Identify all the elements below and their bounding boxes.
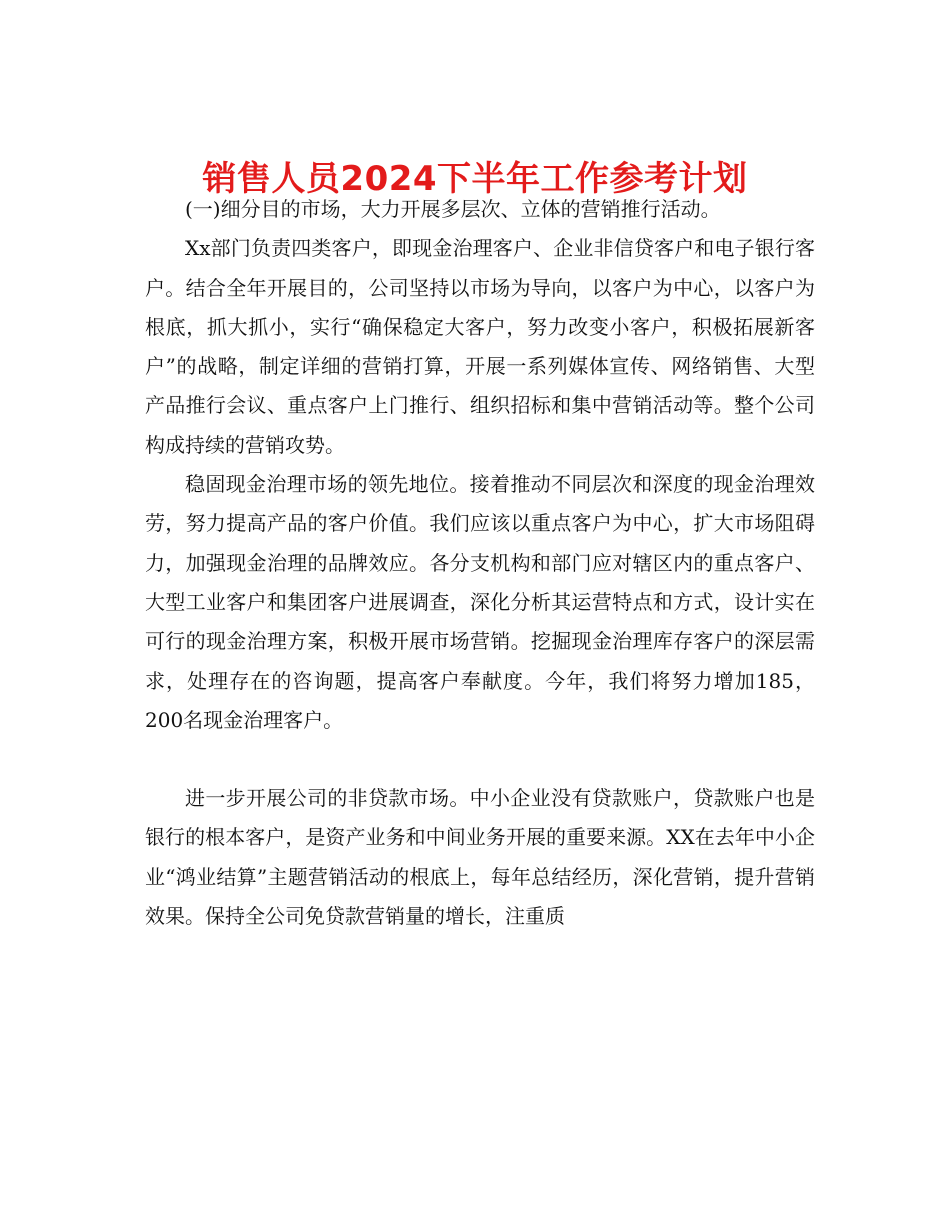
paragraph-2: Xx部门负责四类客户，即现金治理客户、企业非信贷客户和电子银行客户。结合全年开展目的，公司坚持以市场为导向，以客户为中心，以客户为根底，抓大抓小，实行“确保稳定大客户，努力改变小客户，积极拓展新客户”的战略，制定详细的营销打算，开展一系列媒体宣传、网络销售、大型产品推行会议、重点客户上门推行、组织招标和集中营销活动等。整个公司构成持续的营销攻势。 bbox=[145, 236, 815, 457]
paragraph-spacer bbox=[145, 740, 815, 779]
paragraph-3: 稳固现金治理市场的领先地位。接着推动不同层次和深度的现金治理效劳，努力提高产品的客户价值。我们应该以重点客户为中心，扩大市场阻碍力，加强现金治理的品牌效应。各分支机构和部门应对辖区内的重点客户、大型工业客户和集团客户进展调查，深化分析其运营特点和方式，设计实在可行的现金治理方案，积极开展市场营销。挖掘现金治理库存客户的深层需求，处理存在的咨询题，提高客户奉献度。今年，我们将努力增加185，200名现金治理客户。 bbox=[145, 472, 815, 732]
paragraph-1: (一)细分目的市场，大力开展多层次、立体的营销推行活动。 bbox=[185, 197, 721, 221]
paragraph-4: 进一步开展公司的非贷款市场。中小企业没有贷款账户，贷款账户也是银行的根本客户，是资产业务和中间业务开展的重要来源。XX在去年中小企业“鸿业结算”主题营销活动的根底上，每年总结经历，深化营销，提升营销效果。保持全公司免贷款营销量的增长，注重质 bbox=[145, 786, 815, 929]
document-body bbox=[145, 190, 815, 936]
document-title: 销售人员2024下半年工作参考计划 bbox=[202, 158, 748, 199]
